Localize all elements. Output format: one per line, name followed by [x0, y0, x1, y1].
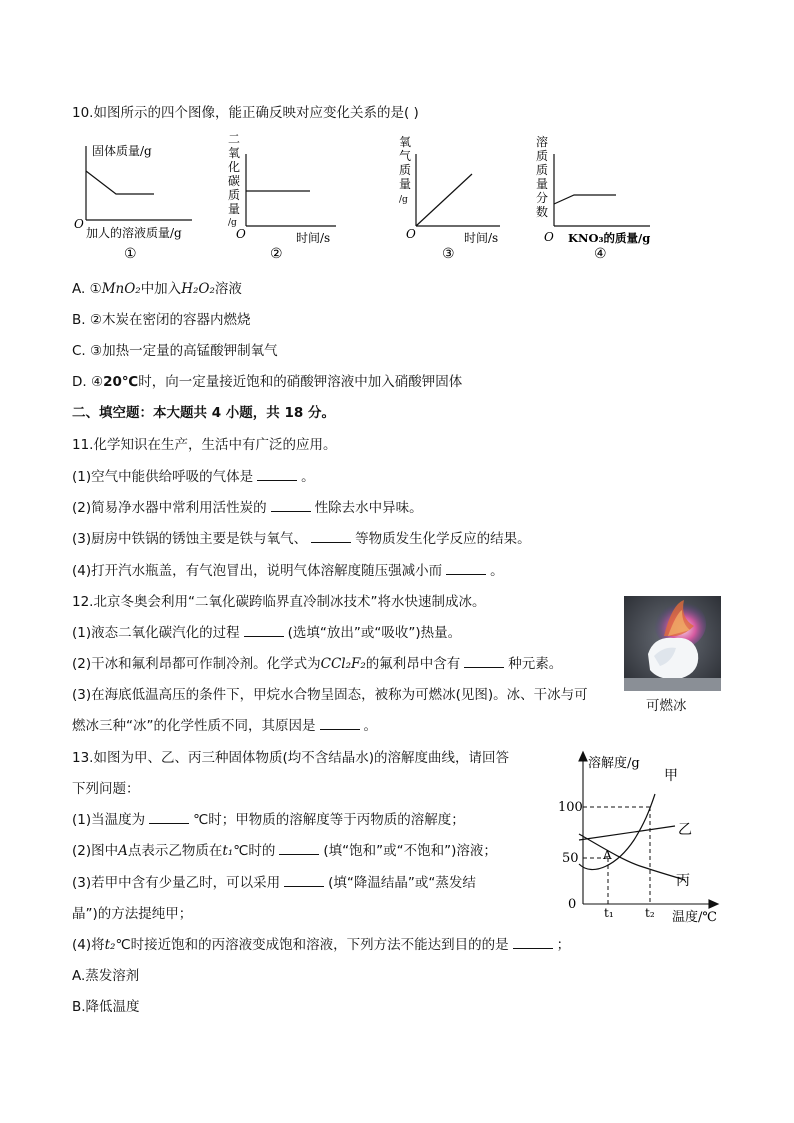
svg-text:氧: 氧: [228, 146, 241, 160]
graph3-origin: O: [406, 227, 416, 241]
svg-text:碳: 碳: [228, 174, 241, 188]
graph2-origin: O: [236, 227, 246, 241]
svg-text:氧: 氧: [399, 135, 412, 149]
svg-text:质: 质: [536, 163, 549, 177]
q13-part-3-line2: 晶”)的方法提纯甲；: [72, 906, 193, 922]
graph2-number: ②: [270, 246, 283, 262]
graph2-ylabel: [228, 132, 240, 228]
series-bing-curve: [579, 834, 685, 880]
q11-part-3: (3)厨房中铁锅的锈蚀主要是铁与氧气、 等物质发生化学反应的结果。: [72, 531, 531, 547]
q12-part-3-line2: 燃冰三种“冰”的化学性质不同，其原因是 。: [72, 718, 377, 734]
photo-caption: 可燃冰: [646, 698, 687, 714]
q13-option-a[interactable]: A.蒸发溶剂: [72, 968, 140, 984]
q10-graph-3: [396, 130, 516, 264]
series-jia-label: 甲: [664, 768, 678, 784]
svg-text:量: 量: [536, 177, 549, 191]
q10-option-b[interactable]: B. ②木炭在密闭的容器内燃烧: [72, 312, 251, 328]
q13-stem-line1: 13.如图为甲、乙、丙三种固体物质(均不含结晶水)的溶解度曲线，请回答: [72, 750, 510, 766]
answer-blank[interactable]: [284, 874, 324, 887]
svg-text:/g: /g: [399, 195, 408, 205]
svg-text:量: 量: [228, 202, 241, 216]
q13-part-4: (4)将t₂℃时接近饱和的丙溶液变成饱和溶液，下列方法不能达到目的的是 ；: [72, 937, 571, 953]
ytick-0: 0: [568, 897, 577, 912]
q10-option-c[interactable]: C. ③加热一定量的高锰酸钾制氧气: [72, 343, 278, 359]
section-2-heading: 二、填空题：本大题共 4 小题，共 18 分。: [72, 405, 335, 421]
answer-blank[interactable]: [513, 936, 553, 949]
xtick-t2: t₂: [645, 906, 655, 920]
series-yi-label: 乙: [678, 822, 692, 838]
svg-text:气: 气: [399, 149, 412, 163]
svg-text:化: 化: [228, 160, 241, 174]
answer-blank[interactable]: [464, 655, 504, 668]
q13-part-3-line1: (3)若甲中含有少量乙时，可以采用 (填“降温结晶”或“蒸发结: [72, 875, 476, 891]
q11-part-4: (4)打开汽水瓶盖，有气泡冒出，说明气体溶解度随压强减小而 。: [72, 563, 504, 579]
answer-blank[interactable]: [279, 842, 319, 855]
svg-text:/g: /g: [228, 218, 237, 228]
chart-ylabel: 溶解度/g: [588, 756, 640, 771]
graph4-xlabel: KNO₃的质量/g: [568, 231, 651, 245]
graph3-ylabel: [399, 135, 411, 205]
answer-blank[interactable]: [271, 499, 311, 512]
q12-part-1: (1)液态二氧化碳汽化的过程 (选填“放出”或“吸收”)热量。: [72, 625, 462, 641]
point-a-label: A: [603, 848, 612, 862]
graph4-origin: O: [544, 230, 554, 244]
q11-part-1: (1)空气中能供给呼吸的气体是 。: [72, 469, 315, 485]
graph2-xlabel: 时间/s: [296, 231, 331, 245]
graph3-number: ③: [442, 246, 455, 262]
combustible-ice-photo: [624, 596, 721, 691]
svg-text:分: 分: [536, 191, 549, 205]
q10-stem: 10.如图所示的四个图像，能正确反映对应变化关系的是( ): [72, 105, 419, 121]
q13-part-2: (2)图中A点表示乙物质在t₁℃时的 (填“饱和”或“不饱和”)溶液；: [72, 843, 497, 859]
answer-blank[interactable]: [244, 624, 284, 637]
graph3-xlabel: 时间/s: [464, 231, 499, 245]
graph4-number: ④: [594, 246, 607, 262]
svg-text:二: 二: [228, 132, 241, 146]
chart-xlabel: 温度/℃: [672, 910, 717, 925]
graph1-number: ①: [124, 246, 137, 262]
q13-part-1: (1)当温度为 ℃时；甲物质的溶解度等于丙物质的溶解度；: [72, 812, 465, 828]
q13-stem-line2: 下列问题：: [72, 781, 140, 797]
q13-option-b[interactable]: B.降低温度: [72, 999, 140, 1015]
graph1-origin: O: [74, 217, 84, 231]
q12-part-2: (2)干冰和氟利昂都可作制冷剂。化学式为CCl₂F₂的氟利昂中含有 种元素。: [72, 656, 563, 672]
answer-blank[interactable]: [257, 468, 297, 481]
svg-text:溶: 溶: [536, 135, 549, 149]
graph1-ylabel: 固体质量/g: [92, 144, 152, 158]
q10-graph-2: [224, 130, 344, 264]
series-yi-curve: [579, 826, 675, 840]
answer-blank[interactable]: [149, 811, 189, 824]
graph1-xlabel: 加人的溶液质量/g: [86, 226, 182, 240]
graph4-ylabel: [536, 134, 548, 219]
svg-text:质: 质: [536, 149, 549, 163]
xtick-t1: t₁: [604, 906, 614, 920]
q11-stem: 11.化学知识在生产，生活中有广泛的应用。: [72, 437, 337, 453]
q11-part-2: (2)简易净水器中常利用活性炭的 性除去水中异味。: [72, 500, 423, 516]
answer-blank[interactable]: [320, 717, 360, 730]
q10-option-d[interactable]: D. ④20℃时，向一定量接近饱和的硝酸钾溶液中加入硝酸钾固体: [72, 374, 463, 390]
x-axis-arrow: [709, 900, 718, 908]
answer-blank[interactable]: [446, 562, 486, 575]
q12-stem: 12.北京冬奥会利用“二氧化碳跨临界直冷制冰技术”将水快速制成冰。: [72, 594, 486, 610]
ytick-100: 100: [558, 800, 583, 815]
answer-blank[interactable]: [311, 530, 351, 543]
svg-text:数: 数: [536, 205, 549, 219]
solubility-chart: [548, 746, 728, 930]
svg-text:质: 质: [228, 188, 241, 202]
svg-text:质: 质: [399, 163, 412, 177]
q10-option-a[interactable]: A. ①MnO₂中加入H₂O₂溶液: [72, 281, 242, 297]
ytick-50: 50: [562, 851, 579, 866]
q10-graph-1: [72, 134, 202, 264]
y-axis-arrow: [579, 752, 587, 761]
series-bing-label: 丙: [676, 873, 690, 889]
q12-part-3-line1: (3)在海底低温高压的条件下，甲烷水合物呈固态，被称为可燃冰(见图)。冰、干冰与可: [72, 687, 588, 703]
q10-graph-4: [532, 130, 662, 264]
svg-text:量: 量: [399, 177, 412, 191]
